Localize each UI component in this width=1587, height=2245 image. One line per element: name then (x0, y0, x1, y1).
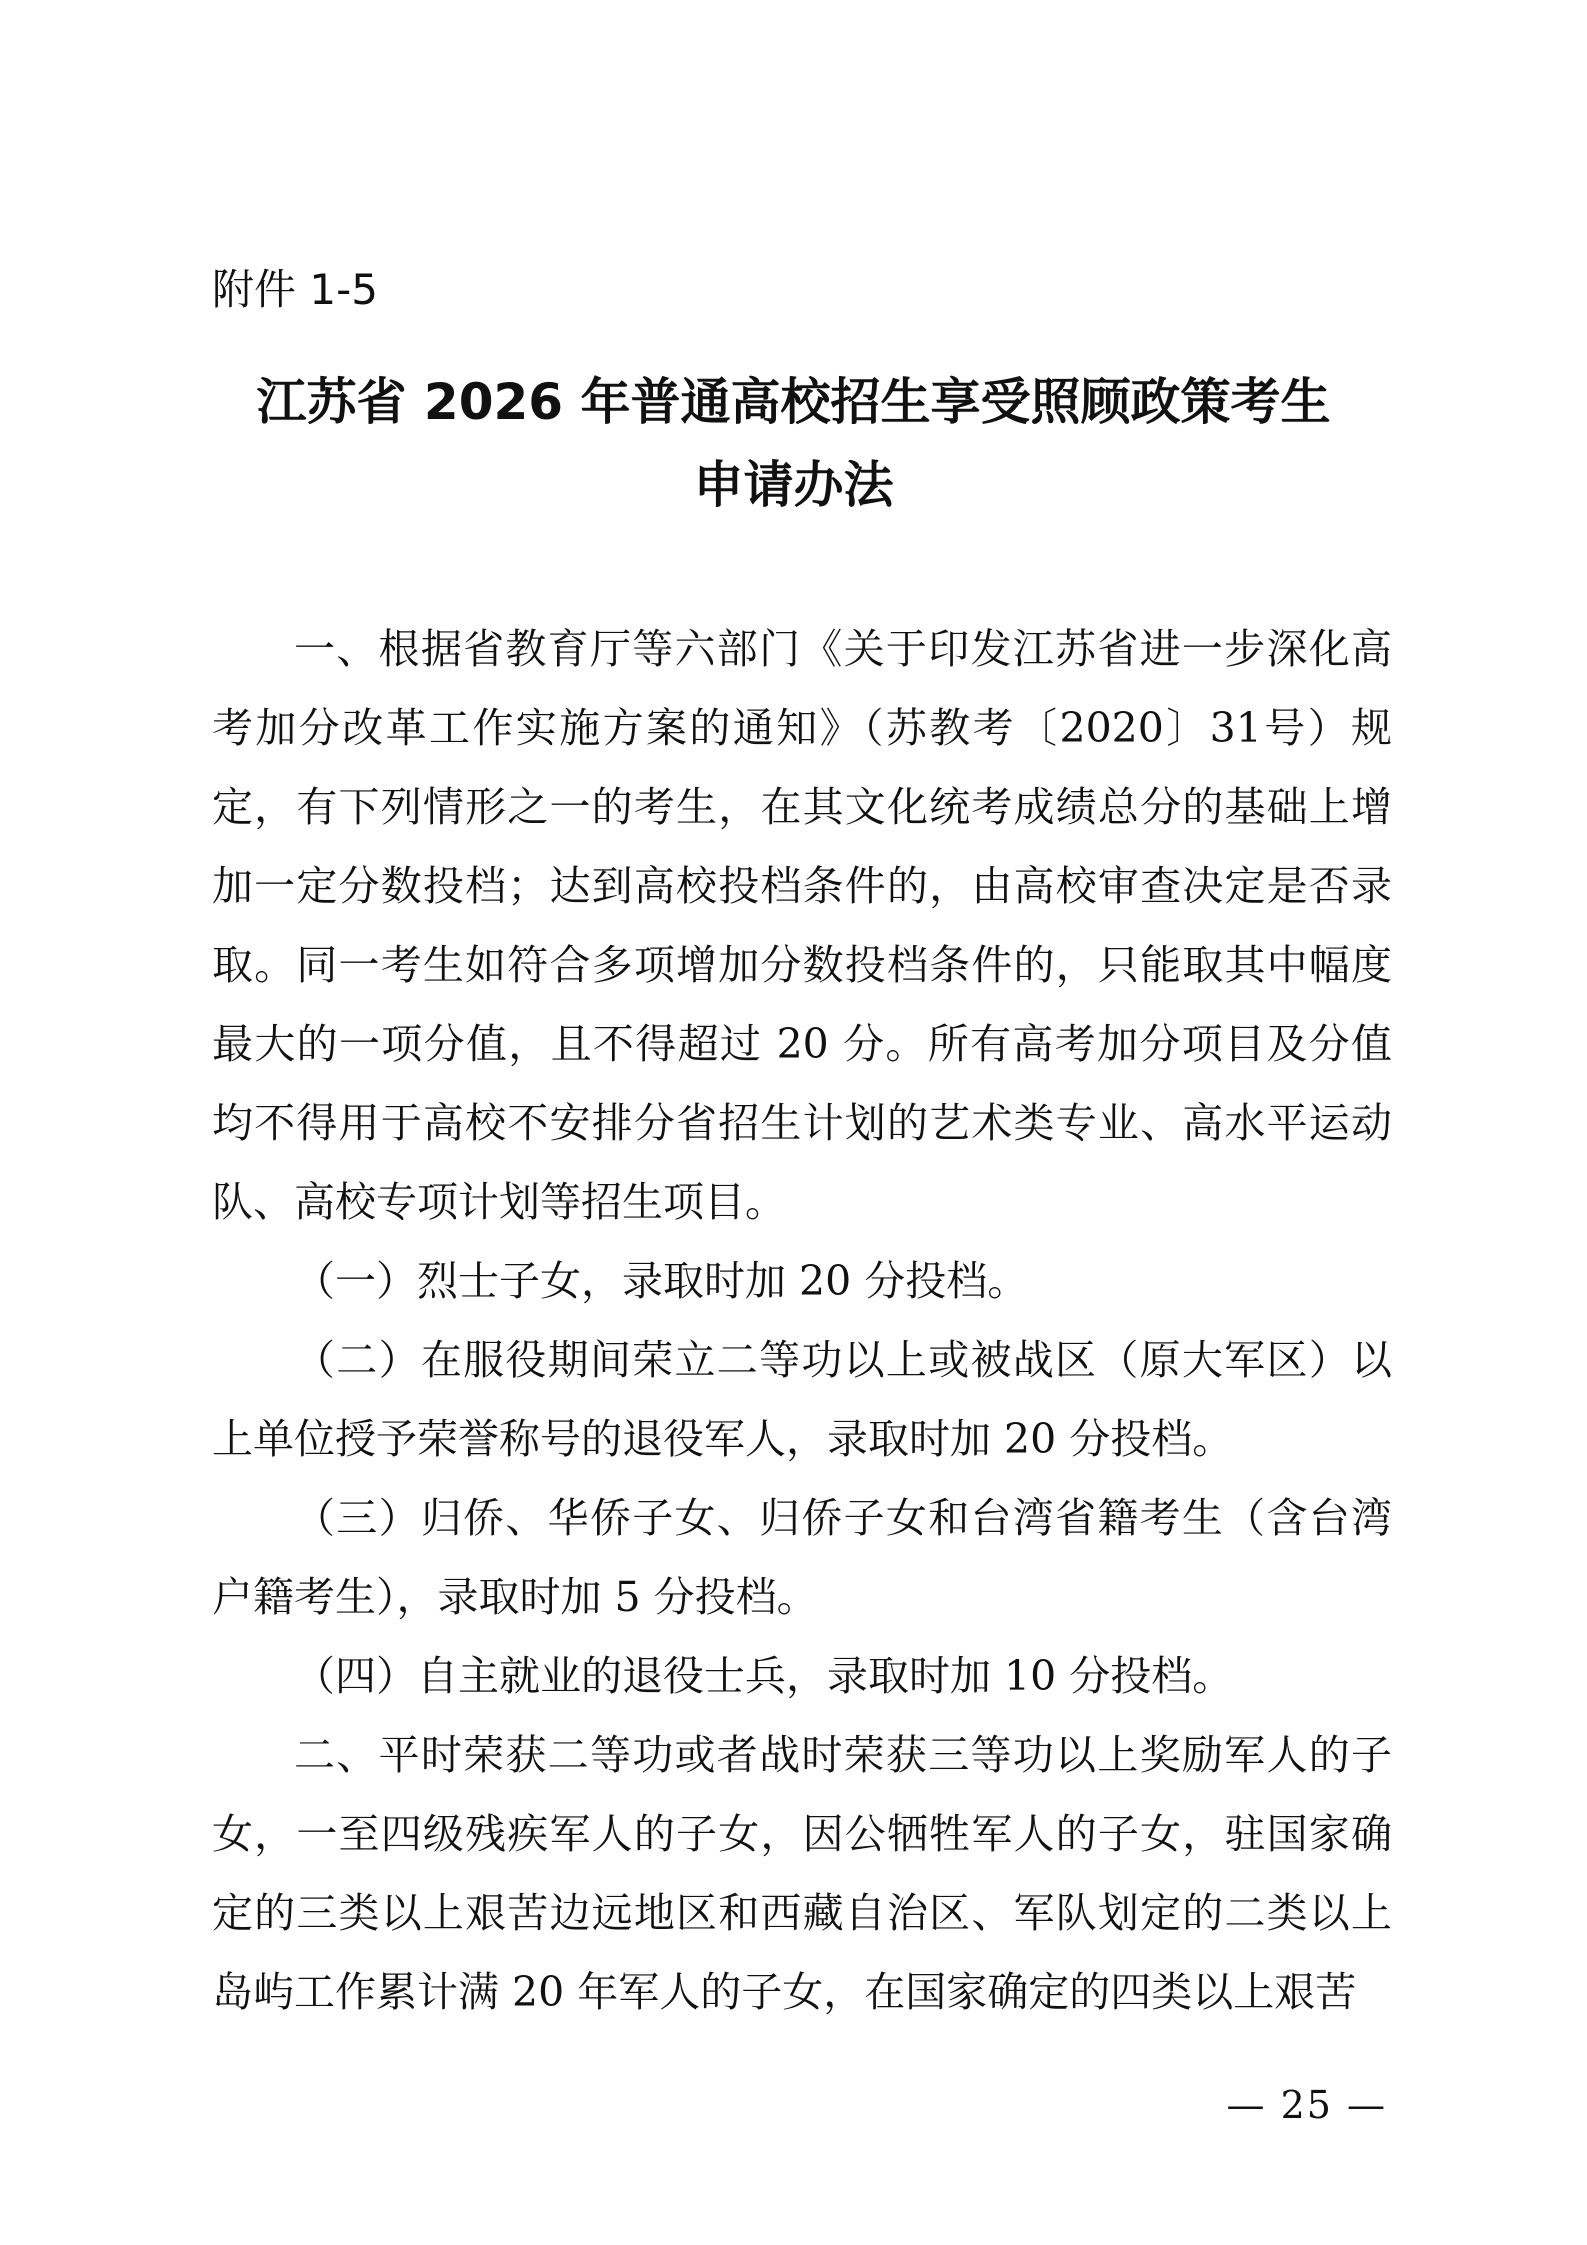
document-title-line-2: 申请办法 (693, 456, 894, 514)
paragraph-1-item-1: （一）烈士子女，录取时加 20 分投档。 (294, 1257, 1029, 1305)
document-body (212, 610, 1392, 2032)
paragraph-1: 一、根据省教育厅等六部门《关于印发江苏省进一步深化高考加分改革工作实施方案的通知》（苏教考〔2020〕31号）规定，有下列情形之一的考生，在其文化统考成绩总分的基础上增加一定分数投档；达到高校投档条件的，由高校审查决定是否录取。同一考生如符合多项增加分数投档条件的，只能取其中幅度最大的一项分值，且不得超过 20 分。所有高考加分项目及分值均不得用于高校不安排分省招生计划的艺术类专业、高水平运动队、高校专项计划等招生项目。 (212, 625, 1392, 1226)
paragraph-1-item-3: （三）归侨、华侨子女、归侨子女和台湾省籍考生（含台湾户籍考生），录取时加 5 分投档。 (212, 1494, 1392, 1621)
attachment-label: 附件 1-5 (212, 265, 378, 314)
paragraph-2: 二、平时荣获二等功或者战时荣获三等功以上奖励军人的子女，一至四级残疾军人的子女，因公牺牲军人的子女，驻国家确定的三类以上艰苦边远地区和西藏自治区、军队划定的二类以上岛屿工作累计满 20 年军人的子女，在国家确定的四类以上艰苦 (212, 1731, 1392, 2016)
paragraph-1-item-2: （二）在服役期间荣立二等功以上或被战区（原大军区）以上单位授予荣誉称号的退役军人，录取时加 20 分投档。 (212, 1336, 1392, 1463)
document-title-line-1: 江苏省 2026 年普通高校招生享受照顾政策考生 (256, 373, 1331, 431)
paragraph-1-item-4: （四）自主就业的退役士兵，录取时加 10 分投档。 (294, 1652, 1234, 1700)
page-number: — 25 — (1226, 2083, 1387, 2127)
